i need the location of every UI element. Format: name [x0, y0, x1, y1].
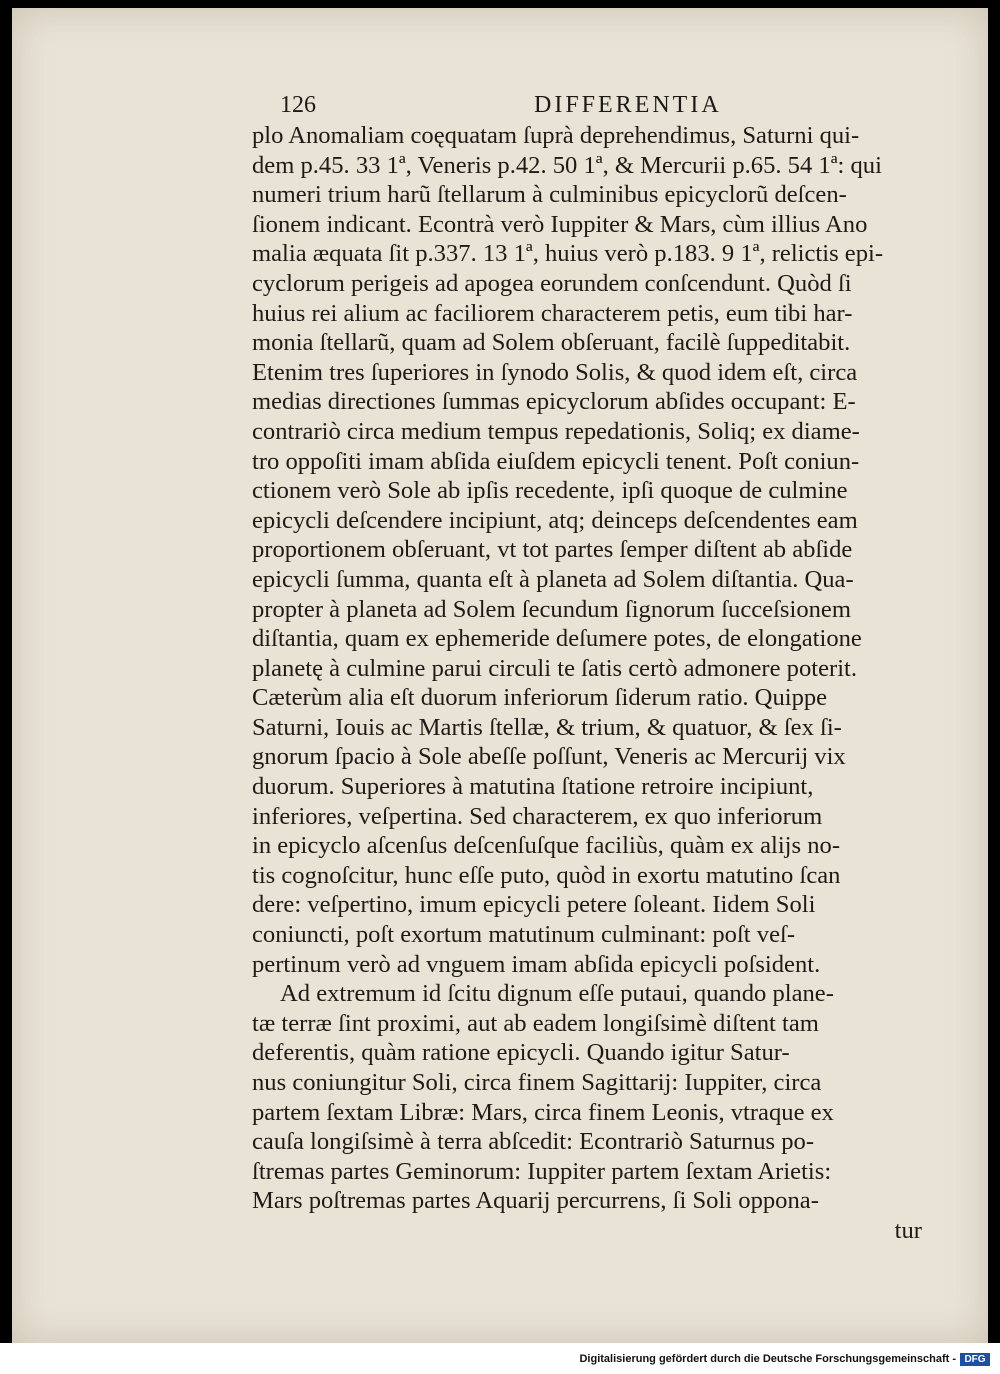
- text-line: monia ſtellarũ, quam ad Solem obſeruant, facilè ſuppeditabit.: [252, 329, 851, 357]
- text-line: epicycli ſumma, quanta eſt à planeta ad Solem diſtantia. Qua-: [252, 565, 854, 593]
- text-line: ctionem verò Sole ab ipſis recedente, ipſi quoque de culmine: [252, 477, 848, 505]
- text-line: huius rei alium ac faciliorem characterem petis, eum tibi har-: [252, 299, 853, 327]
- text-line: malia æquata ſit p.337. 13 1ª, huius verò p.183. 9 1ª, relictis epi-: [252, 240, 884, 268]
- text-line: Mars poſtremas partes Aquarij percurrens, ſi Soli oppona-: [252, 1187, 819, 1215]
- text-line: planetę à culmine parui circuli te ſatis certò admonere poterit.: [252, 654, 858, 682]
- text-line: Etenim tres ſuperiores in ſynodo Solis, & quod idem eſt, circa: [252, 358, 858, 386]
- text-line: Ad extremum id ſcitu dignum eſſe putaui, quando plane-: [280, 980, 834, 1008]
- body-text: [252, 121, 942, 1246]
- text-line: inferiores, veſpertina. Sed characterem, ex quo inferiorum: [252, 802, 823, 830]
- catchword: tur: [894, 1216, 922, 1244]
- text-line: gnorum ſpacio à Sole abeſſe poſſunt, Veneris ac Mercurij vix: [252, 743, 846, 771]
- text-line: dere: veſpertino, imum epicycli petere ſoleant. Iidem Soli: [252, 891, 816, 919]
- text-line: tæ terræ ſint proximi, aut ab eadem longiſsimè diſtent tam: [252, 1009, 819, 1037]
- text-line: dem p.45. 33 1ª, Veneris p.42. 50 1ª, & Mercurii p.65. 54 1ª: qui: [252, 151, 882, 179]
- text-line: coniuncti, poſt exortum matutinum culminant: poſt veſ-: [252, 921, 796, 949]
- text-line: tis cognoſcitur, hunc eſſe puto, quòd in exortu matutino ſcan: [252, 861, 841, 889]
- text-line: pertinum verò ad vnguem imam abſida epicycli poſsident.: [252, 950, 821, 978]
- text-line: plo Anomaliam coęquatam ſuprà deprehendimus, Saturni qui-: [252, 122, 860, 149]
- text-line: Saturni, Iouis ac Martis ſtellæ, & trium, & quatuor, & ſex ſi-: [252, 713, 842, 741]
- text-line: partem ſextam Libræ: Mars, circa finem Leonis, vtraque ex: [252, 1098, 834, 1126]
- running-head: DIFFERENTIA: [534, 92, 722, 118]
- text-line: contrariò circa medium tempus repedationis, Soliq; ex diame-: [252, 417, 860, 445]
- page-number: 126: [280, 92, 316, 118]
- text-line: numeri trium harũ ſtellarum à culminibus epicyclorũ deſcen-: [252, 181, 847, 209]
- text-line: propter à planeta ad Solem ſecundum ſignorum ſucceſsionem: [252, 595, 851, 623]
- text-line: epicycli deſcendere incipiunt, atq; deinceps deſcendentes eam: [252, 506, 858, 534]
- text-line: tro oppoſiti imam abſida eiuſdem epicycli tenent. Poſt coniun-: [252, 447, 860, 475]
- text-line: duorum. Superiores à matutina ſtatione retroire incipiunt,: [252, 773, 814, 801]
- text-line: nus coniungitur Soli, circa finem Sagittarij: Iuppiter, circa: [252, 1069, 822, 1096]
- text-line: Cæterùm alia eſt duorum inferiorum ſiderum ratio. Quippe: [252, 684, 828, 712]
- text-line: medias directiones ſummas epicyclorum abſides occupant: E-: [252, 388, 856, 416]
- dfg-logo: DFG: [960, 1353, 990, 1366]
- text-line: cyclorum perigeis ad apogea eorundem conſcendunt. Quòd ſi: [252, 269, 852, 297]
- footer-bar: [0, 1343, 1000, 1374]
- text-line: cauſa longiſsimè à terra abſcedit: Econtrariò Saturnus po-: [252, 1128, 815, 1156]
- text-line: in epicyclo aſcenſus deſcenſuſque faciliùs, quàm ex alijs no-: [252, 832, 841, 860]
- text-line: proportionem obſeruant, vt tot partes ſemper diſtent ab abſide: [252, 536, 853, 564]
- text-line: ſionem indicant. Econtrà verò Iuppiter & Mars, cùm illius Ano: [252, 210, 868, 238]
- text-line: ſtremas partes Geminorum: Iuppiter partem ſextam Arietis:: [252, 1157, 832, 1185]
- funding-notice: Digitalisierung gefördert durch die Deutsche Forschungsgemeinschaft -: [579, 1353, 956, 1365]
- text-line: deferentis, quàm ratione epicycli. Quando igitur Satur-: [252, 1039, 790, 1067]
- text-line: diſtantia, quam ex ephemeride deſumere potes, de elongatione: [252, 625, 862, 653]
